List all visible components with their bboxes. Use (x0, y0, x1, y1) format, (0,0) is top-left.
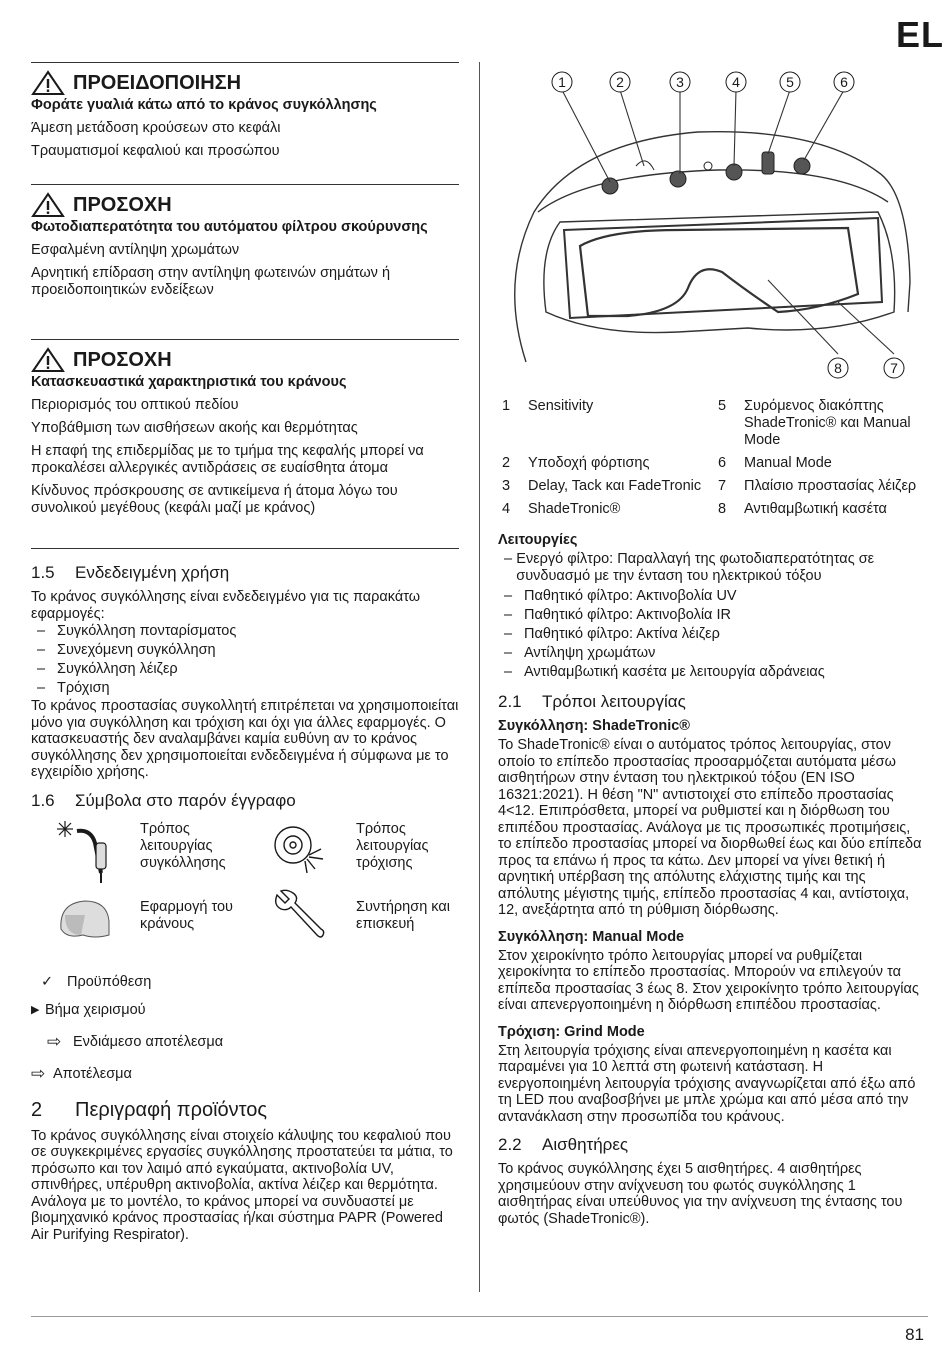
caution-item: Αρνητική επίδραση στην αντίληψη φωτεινών σημάτων ή προειδοποιητικών ενδείξεων (31, 265, 391, 298)
callout: 7 (890, 360, 898, 376)
marker-legend (31, 969, 459, 1087)
section-number: 2.1 (498, 692, 522, 711)
paragraph: Το κράνος προστασίας συγκολλητή επιτρέπεται να χρησιμοποιείται μόνο για συγκόλληση και τρόχιση και όχι για άλλες εφαρμογές. Ο κατασκευαστής δεν αναλαμβάνει καμία ευθύνη αν το κράνος συγκόλλησης δεν χρησιμοποιείται ενδεδειγμένα ή σύμφωνα με το εγχειρίδιο χρήσης. (31, 698, 459, 780)
callout: 8 (834, 360, 842, 376)
warning-triangle-icon (31, 70, 65, 96)
page-number: 81 (905, 1325, 924, 1344)
intermediate-mark: ⇨ Ενδιάμεσο αποτέλεσμα (47, 1031, 224, 1051)
list-item: – Ενεργό φίλτρο: Παραλλαγή της φωτοδιαπερατότητας σε συνδυασμό με την ένταση του ηλεκτρικού τόξου (504, 551, 875, 584)
caution-item: Η επαφή της επιδερμίδας με το τμήμα της κεφαλής μπορεί να προκαλέσει αλλεργικές αντιδράσεις σε ευαίσθητα άτομα (31, 443, 424, 476)
callout-circles (552, 72, 904, 378)
list-item: – Αντίληψη χρωμάτων (504, 645, 656, 661)
callout: 4 (732, 74, 740, 90)
check-icon: ✓ (41, 973, 54, 990)
outline-arrow-icon: ⇨ (47, 1031, 62, 1051)
section-heading (31, 791, 459, 811)
prerequisite-mark: ✓ Προϋπόθεση (41, 973, 152, 990)
paragraph: Στη λειτουργία τρόχισης είναι απενεργοποιημένη η κασέτα και παραμένει για 10 λεπτά στη φωτεινή κατάσταση. Η ενεργοποιημένη λειτουργία τρόχισης αναγνωρίζεται από έξω από τη LED που αναβοσβήνει με μπλε χρώμα και από μέσα από την αντανάκλαση στην προσωπίδα του κράνους. (498, 1042, 916, 1125)
legend-text: Πλαίσιο προστασίας λέιζερ (744, 478, 917, 494)
welding-torch-icon (55, 819, 125, 885)
section-number: 1.5 (31, 563, 55, 582)
symbol-label: Εφαρμογή του κράνους (140, 898, 233, 932)
legend-number: 6 (718, 455, 727, 471)
warning-item: Άμεση μετάδοση κρούσεων στο κεφάλι (31, 120, 281, 136)
callout: 5 (786, 74, 794, 90)
warning-triangle-icon (31, 347, 65, 373)
helmet-illustration (498, 62, 926, 380)
list-item: – Παθητικό φίλτρο: Ακτινοβολία IR (504, 607, 731, 623)
callout: 6 (840, 74, 848, 90)
paragraph: Στον χειροκίνητο τρόπο λειτουργίας μπορεί να ρυθμίζεται χειροκίνητα το επίπεδο προστασίας. Μπορούν να επιλεγούν τα επίπεδα προστασίας 3 έως 8. Στον χειροκίνητο τρόπο λειτουργίας είναι απενεργοποιημένη η διόρθωση επιπέδου προστασίας. (498, 947, 919, 1013)
legend-number: 4 (502, 501, 511, 517)
left-column (31, 62, 459, 1243)
caution-item: Περιορισμός του οπτικού πεδίου (31, 397, 239, 413)
helmet-head-icon (55, 895, 115, 941)
list-item: – Συνεχόμενη συγκόλληση (37, 642, 216, 658)
legend-number: 2 (502, 455, 511, 471)
legend-text: Sensitivity (528, 398, 594, 414)
caution-title: ΠΡΟΣΟΧΗ (73, 193, 172, 216)
list-item: – Συγκόλληση πονταρίσματος (37, 623, 237, 639)
helmet-figure (498, 62, 926, 380)
subsection-heading: Συγκόλληση: ShadeTronic® (498, 718, 690, 734)
caution-item: Εσφαλμένη αντίληψη χρωμάτων (31, 242, 240, 258)
right-column (498, 62, 926, 1227)
caution-subtitle: Φωτοδιαπερατότητα του αυτόματου φίλτρου σκούρυνσης (31, 219, 428, 235)
caution-item: Υποβάθμιση των αισθήσεων ακοής και θερμότητας (31, 420, 358, 436)
legend-text: Αντιθαμβωτική κασέτα (744, 501, 887, 517)
figure-legend (498, 398, 926, 518)
legend-number: 3 (502, 478, 511, 494)
callout: 3 (676, 74, 684, 90)
caution-title: ΠΡΟΣΟΧΗ (73, 348, 172, 371)
section-heading (498, 1135, 926, 1155)
paragraph: Το κράνος συγκόλλησης είναι στοιχείο κάλυψης του κεφαλιού που σε συγκεκριμένες εργασίες συγκόλλησης προστατεύει τα μάτια, το πρόσωπο και τον λαιμό από εγκαύματα, ακτινοβολία UV, σπινθήρες, υπέρυθρη ακτινοβολία, ακτίνα λέιζερ και θερμότητα. Ανάλογα με το μοντέλο, το κράνος μπορεί να συνδυαστεί με βιομηχανικό κράνος προστασίας ή/και σύστημα PAPR (Powered Air Purifying Respirator). (31, 1127, 453, 1243)
caution-header (31, 346, 459, 374)
outline-arrow-icon: ⇨ (31, 1063, 46, 1083)
section-title: Τρόποι λειτουργίας (542, 692, 686, 711)
warning-triangle-icon (31, 192, 65, 218)
caution-box (31, 184, 459, 339)
section-number: 1.6 (31, 790, 55, 810)
list-item: – Παθητικό φίλτρο: Ακτινοβολία UV (504, 588, 737, 604)
caution-box (31, 339, 459, 549)
legend-text: Delay, Tack και FadeTronic (528, 478, 702, 494)
section-heading (31, 1099, 459, 1122)
symbol-label: Συντήρηση και επισκευή (356, 898, 450, 932)
step-mark: ▶ Βήμα χειρισμού (31, 1001, 146, 1018)
section-number: 2 (31, 1098, 43, 1121)
callout: 1 (558, 74, 566, 90)
legend-text: Συρόμενος διακόπτης ShadeTronic® και Manual Mode (744, 398, 911, 448)
section-title: Αισθητήρες (542, 1135, 629, 1154)
caution-item: Κίνδυνος πρόσκρουσης σε αντικείμενα ή άτομα λόγω του συνολικού μεγέθους (κεφάλι μαζί με κράνος) (31, 483, 398, 516)
legend-number: 7 (718, 478, 727, 494)
triangle-right-icon: ▶ (31, 1004, 40, 1016)
legend-number: 5 (718, 398, 727, 414)
list-item: – Τρόχιση (37, 680, 110, 696)
section-number: 2.2 (498, 1135, 522, 1154)
section-title: Ενδεδειγμένη χρήση (75, 563, 230, 582)
paragraph: Το κράνος συγκόλλησης έχει 5 αισθητήρες. 4 αισθητήρες χρησιμεύουν στην ανίχνευση του φωτός συγκόλλησης 1 αισθητήρας είναι υπεύθυνος για την ανίχνευση της έντασης του φωτός (ShadeTronic®). (498, 1161, 903, 1227)
warning-item: Τραυματισμοί κεφαλιού και προσώπου (31, 143, 280, 159)
section-title: Σύμβολα στο παρόν έγγραφο (75, 790, 296, 810)
warning-title: ΠΡΟΕΙΔΟΠΟΙΗΣΗ (73, 71, 242, 94)
list-item: – Συγκόλληση λέιζερ (37, 661, 178, 677)
warning-subtitle: Φοράτε γυαλιά κάτω από το κράνος συγκόλλησης (31, 97, 377, 113)
wrench-icon (271, 889, 327, 943)
column-divider (479, 62, 480, 1292)
warning-box (31, 62, 459, 184)
caution-subtitle: Κατασκευαστικά χαρακτηριστικά του κράνους (31, 374, 347, 390)
paragraph: Το ShadeTronic® είναι ο αυτόματος τρόπος λειτουργίας, στον οποίο το επίπεδο προστασίας προσαρμόζεται αυτόματα μέσω αισθητήρων στην ένταση του ηλεκτρικού τόξου (EN ISO 16321:2021). Η θέση "N" αντιστοιχεί στο επίπεδο προστασίας 4<12. Επιπρόσθετα, μπορεί να ρυθμιστεί και η διόρθωση του επιπέδου προστασίας. Ανάλογα με τις προσωπικές προτιμήσεις, το επίπεδο προστασίας μπορεί να διορθωθεί έως και δύο επίπεδα προς τα επάνω ή προς τα κάτω. Δεν μπορεί να γίνει θετική ή αρνητική υπέρβαση της απόλυτης ελάχιστης τιμής και της απόλυτης μέγιστης τιμής, επίπεδο προστασίας 4 και, αντίστοιχα, 12, ανεξάρτητα από τη ρύθμιση διόρθωσης. (498, 737, 922, 918)
legend-number: 8 (718, 501, 727, 517)
symbol-grid (31, 819, 459, 959)
result-mark: ⇨ Αποτέλεσμα (31, 1063, 132, 1083)
subsection-heading: Τρόχιση: Grind Mode (498, 1023, 645, 1040)
grinding-disc-icon (271, 819, 327, 875)
callout: 2 (616, 74, 624, 90)
legend-number: 1 (502, 398, 511, 414)
section-title: Περιγραφή προϊόντος (75, 1098, 268, 1121)
section-heading (498, 692, 926, 712)
list-item: – Παθητικό φίλτρο: Ακτίνα λέιζερ (504, 626, 720, 642)
legend-text: Υποδοχή φόρτισης (528, 455, 650, 471)
list-item: – Αντιθαμβωτική κασέτα με λειτουργία αδράνειας (504, 664, 825, 680)
functions-heading: Λειτουργίες (498, 532, 578, 548)
legend-text: Manual Mode (744, 455, 832, 471)
paragraph: Το κράνος συγκόλλησης είναι ενδεδειγμένο για τις παρακάτω εφαρμογές: (31, 589, 421, 622)
caution-header (31, 191, 459, 219)
symbol-label: Τρόπος λειτουργίας τρόχισης (356, 820, 429, 871)
symbol-label: Τρόπος λειτουργίας συγκόλλησης (140, 820, 226, 871)
subsection-heading: Συγκόλληση: Manual Mode (498, 928, 685, 945)
language-code: EL (896, 14, 945, 55)
section-heading (31, 563, 459, 583)
legend-text: ShadeTronic® (528, 501, 621, 517)
footer-rule (31, 1316, 928, 1317)
warning-header (31, 69, 459, 97)
